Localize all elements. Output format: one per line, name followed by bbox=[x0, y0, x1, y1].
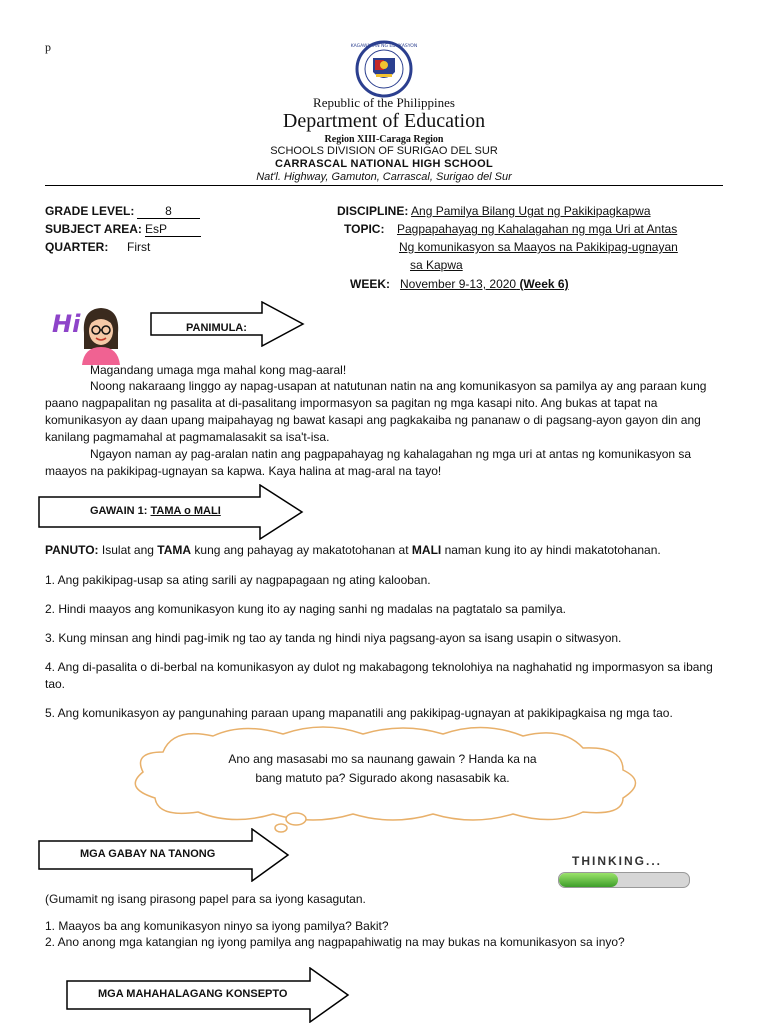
region-text: Region XIII-Caraga Region bbox=[324, 134, 444, 145]
week-number: (Week 6) bbox=[519, 277, 569, 291]
header-divider bbox=[45, 185, 723, 186]
school-name: CARRASCAL NATIONAL HIGH SCHOOL bbox=[275, 158, 493, 170]
thinking-progress-bar bbox=[558, 872, 690, 888]
gawain-item-1: 1. Ang pakikipag-usap sa ating sarili ay nagpapagaan ng ating kalooban. bbox=[45, 573, 431, 587]
panuto-tama: TAMA bbox=[157, 543, 192, 557]
gawain-title: TAMA o MALI bbox=[150, 505, 221, 517]
topic-line-3: sa Kapwa bbox=[410, 258, 463, 272]
division-text: SCHOOLS DIVISION OF SURIGAO DEL SUR bbox=[270, 145, 498, 157]
hi-badge: Hi bbox=[52, 310, 81, 338]
quarter-label: QUARTER: bbox=[45, 240, 109, 254]
week-label: WEEK: bbox=[350, 277, 390, 291]
gawain-number: GAWAIN 1: bbox=[90, 505, 151, 517]
topic-label: TOPIC: bbox=[344, 222, 385, 236]
topic-line-2: Ng komunikasyon sa Maayos na Pakikipag-ugnayan bbox=[399, 240, 678, 254]
grade-value: 8 bbox=[137, 204, 200, 219]
seal-text: KAGAWARAN NG EDUKASYON bbox=[350, 44, 418, 49]
cloud-line-1: Ano ang masasabi mo sa naunang gawain ? Handa ka na bbox=[228, 752, 537, 766]
gawain-label bbox=[90, 505, 221, 517]
gabay-note: (Gumamit ng isang pirasong papel para sa iyong kasagutan. bbox=[45, 892, 366, 906]
corner-mark: p bbox=[45, 40, 51, 54]
gabay-label: MGA GABAY NA TANONG bbox=[80, 848, 216, 860]
quarter-value: First bbox=[127, 240, 151, 254]
subject-value: EsP bbox=[145, 222, 201, 237]
week-row bbox=[350, 277, 569, 291]
thinking-text: THINKING... bbox=[572, 854, 662, 868]
republic-text: Republic of the Philippines bbox=[313, 95, 455, 110]
grade-label: GRADE LEVEL: bbox=[45, 204, 135, 218]
teacher-avatar-icon bbox=[78, 303, 124, 365]
gawain-item-4: 4. Ang di-pasalita o di-berbal na komunikasyon ay dulot ng makabagong teknolohiya na naghahatid ng impormasyon sa ibang tao. bbox=[45, 660, 713, 691]
discipline-value: Ang Pamilya Bilang Ugat ng Pakikipagkapwa bbox=[411, 204, 651, 218]
cloud-message bbox=[150, 750, 615, 788]
department-title: Department of Education bbox=[282, 110, 486, 132]
gawain-item-2: 2. Hindi maayos ang komunikasyon kung ito ay naging sanhi ng madalas na pagtatalo sa pamilya. bbox=[45, 602, 566, 616]
school-address: Nat'l. Highway, Gamuton, Carrascal, Surigao del Sur bbox=[256, 171, 512, 183]
gawain-item-5: 5. Ang komunikasyon ay pangunahing paraan upang mapanatili ang pakikipag-ugnayan at pakikipagkaisa ng mga tao. bbox=[45, 706, 673, 720]
thinking-progress-fill bbox=[559, 873, 618, 887]
week-dates: November 9-13, 2020 bbox=[400, 277, 517, 291]
cloud-line-2: bang matuto pa? Sigurado akong nasasabik ka. bbox=[255, 771, 510, 785]
gawain-item-3: 3. Kung minsan ang hindi pag-imik ng tao ay tanda ng hindi niya pagsang-ayon sa isang usapin o sitwasyon. bbox=[45, 631, 622, 645]
gabay-question-2: 2. Ano anong mga katangian ng iyong pamilya ang nagpapahiwatig na may bukas na komunikasyon sa inyo? bbox=[45, 935, 625, 949]
konsepto-label: MGA MAHAHALAGANG KONSEPTO bbox=[98, 988, 288, 1000]
panimula-label: PANIMULA: bbox=[186, 322, 247, 334]
deped-seal-icon bbox=[346, 40, 422, 98]
panuto-instruction bbox=[45, 542, 725, 559]
panuto-part-b: kung ang pahayag ay makatotohanan at bbox=[191, 543, 412, 557]
panimula-paragraph-1: Noong nakaraang linggo ay napag-usapan at natutunan natin na ang komunikasyon sa pamilya ay ang paraan kung paano nagpapalitan ng pasalita at di-pasalitang impormasyon sa pagitan ng mga kasapi nito. Ang bukas at tapat na komunikasyon ay daan upang maipahayag ng bawat kasapi ang pagkakaiba ng pananaw o di pagsang-ayon gayon din ang kanilang pagmamahal at pagmamalasakit sa isa't-isa. bbox=[45, 379, 707, 444]
panuto-mali: MALI bbox=[411, 543, 442, 557]
discipline-label: DISCIPLINE: bbox=[337, 204, 409, 218]
panuto-part-c: naman kung ito ay hindi makatotohanan. bbox=[441, 543, 661, 557]
panuto-label: PANUTO: bbox=[45, 543, 99, 557]
week-value bbox=[400, 277, 569, 291]
topic-line-1: Pagpapahayag ng Kahalagahan ng mga Uri at Antas bbox=[397, 222, 678, 236]
panimula-paragraph-2: Ngayon naman ay pag-aralan natin ang pagpapahayag ng kahalagahan ng mga uri at antas ng komunikasyon sa maayos na pakikipag-ugnayan sa kapwa. Kaya halina at mag-aral na tayo! bbox=[45, 447, 692, 478]
subject-label: SUBJECT AREA: bbox=[45, 222, 142, 236]
discipline-row bbox=[337, 204, 651, 218]
gabay-question-1: 1. Maayos ba ang komunikasyon ninyo sa iyong pamilya? Bakit? bbox=[45, 919, 389, 933]
panuto-part-a: Isulat ang bbox=[98, 543, 158, 557]
panimula-greeting: Magandang umaga mga mahal kong mag-aaral! bbox=[90, 363, 347, 377]
